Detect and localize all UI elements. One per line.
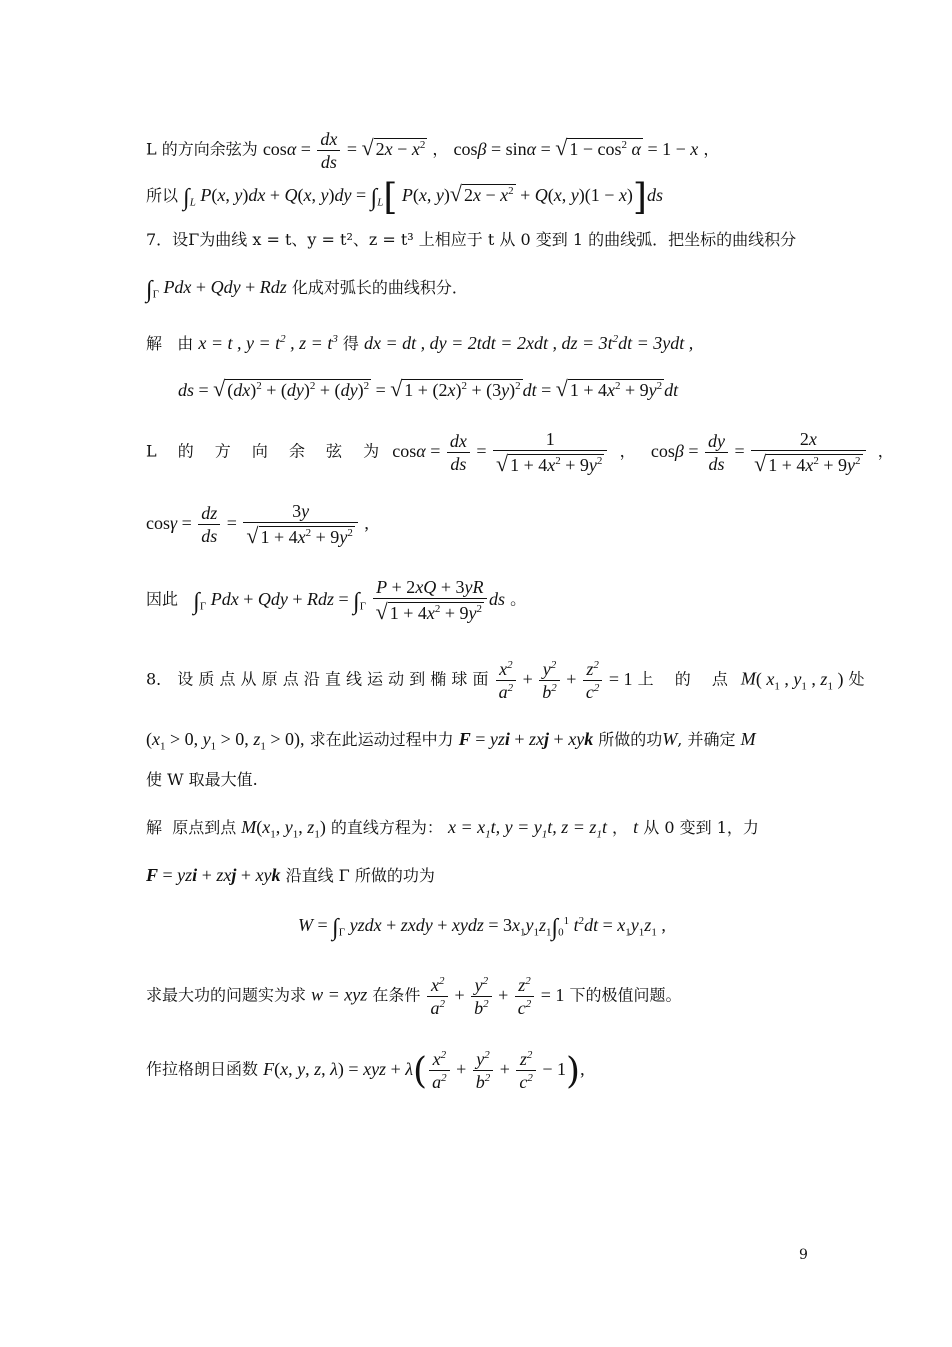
solution-7-cos-gamma xyxy=(146,502,369,547)
text-l16b: 在条件 xyxy=(372,985,421,1005)
formula-line-integral: $\int_L$ P(x, y)dx + Q(x, $y)dy = \int_L$[ P(x, y)√ $2x - x^2 + Q(x$, y)(1 − x)]ds xyxy=(183,177,663,218)
text-l11c: 并确定 xyxy=(687,730,736,749)
text-l10a: 8． 设 质 点 从 原 点 沿 直 线 运 动 到 椭 球 面 xyxy=(146,669,489,689)
problem-8-statement-2: ($x_1 > 0$, $y_1 > 0$, $z_1 > 0$), 求在此运动过程中力 F = yzi + zxj + xyk 所做的功W, 并确定 M xyxy=(146,729,756,753)
formula-positivity: ($x_1 > 0$, $y_1 > 0$, $z_1 > 0$), xyxy=(146,729,305,753)
text-l9a: 因此 xyxy=(146,589,179,609)
text-l5a: 解 xyxy=(146,334,163,353)
text-l10b: 上 的 点 xyxy=(637,669,736,689)
solution-8-force-work xyxy=(146,866,435,884)
formula-cos-beta-7: cosβ = $\frac{dy}{ds}$ = $\frac{2x}{√ 1 + 4x^2 + 9y^2}$ xyxy=(651,441,868,461)
formula-cos-alpha: cosα = $\frac{dx}{ds}$ = √ $2x - x^2$ xyxy=(262,129,426,172)
text-l13a: 解 xyxy=(146,818,163,837)
text-l7a: L 的 方 向 余 弦 为 xyxy=(146,441,388,461)
integral-conversion-line xyxy=(146,177,663,218)
formula-differentials: dx = dt , dy = 2tdt = 2xdt , dz = $3t^2dt = 3ydt$ , xyxy=(364,333,694,353)
solution-8-line-equation: 解 原点到点 $M(x_1$, $y_1$, $z_1$) 的直线方程为： $x = x_1t$, $y = y_1t$, $z = z_1t$ ， t 从 0 变到 1，力 xyxy=(146,817,759,841)
text-l17a: 作拉格朗日函数 xyxy=(146,1059,259,1079)
text-l16c: 下的极值问题。 xyxy=(569,985,682,1005)
text-l16a: 求最大功的问题实为求 xyxy=(146,985,307,1005)
problem-8-statement-3: 使 W 取最大值. xyxy=(146,770,258,789)
formula-param: x = t , $y = t^2$ , $z = t^3$ xyxy=(198,333,338,353)
formula-cos-alpha-7: cosα = $\frac{dx}{ds}$ = $\frac{1}{√ 1 + 4x^2 + 9y^2}$ xyxy=(392,441,609,461)
formula-work: $W = \int_\Gamma$ yzdx + zxdy + xydz = $3x_1y_1z_1\int_0^1$ $t^2dt = x_1y_1z_1$ , xyxy=(298,915,666,941)
formula-ellipsoid: $\frac{x^2}{a^2}$ + $\frac{y^2}{b^2}$ + $\frac{z^2}{c^2}$ = 1 xyxy=(494,669,633,689)
formula-result-7: $\int_\Gamma$ Pdx + Qdy + Rdz = $\int_\Gamma$ $\frac{P + 2xQ + 3yR}{√ 1 + 4x^2 + 9y^2}$ ds xyxy=(193,577,506,624)
text-l13d: 从 0 变到 1，力 xyxy=(643,818,759,837)
text-l1b: ， xyxy=(432,139,449,159)
direction-cosine-line-1 xyxy=(146,130,719,171)
problem-7-integral-line xyxy=(146,278,468,302)
formula-cos-beta: cosβ = sinα = √ $1 - \cos^2 \alpha = 1 - x$ xyxy=(453,134,699,160)
text-l1c: ， xyxy=(703,139,720,159)
text-l13c: 的直线方程为： xyxy=(330,818,443,837)
solution-7-direction-cosines: L 的 方 向 余 弦 为 cosα = $\frac{dx}{ds}$ = $\frac{1}{√ 1 + 4x^2 + 9y^2}$ ， cosβ = $\frac{dy}{ds}$ = $\frac{2x}{√ 1 + 4x^2 + 9y^2}$ ， xyxy=(146,429,894,476)
formula-w-xyz: w = xyz xyxy=(311,984,368,1005)
text-l5b: 由 xyxy=(177,334,194,353)
text-l11a: 求在此运动过程中力 xyxy=(309,730,454,749)
solution-8-extremum xyxy=(146,976,682,1017)
text-l13b: 原点到点 xyxy=(172,818,237,837)
text-l1a: L 的方向余弦为 xyxy=(146,139,258,159)
problem-7-statement: 7．设Γ为曲线 x = t、y = t²、z = t³ 上相应于 t 从 0 变到 1 的曲线弧．把坐标的曲线积分 xyxy=(146,230,797,249)
formula-lagrange: F(x, y, z, λ) = xyz + λ( $\frac{x^2}{a^2}$ + $\frac{y^2}{b^2}$ + $\frac{z^2}{c^2}$ − 1), xyxy=(263,1049,585,1092)
text-l9b: 。 xyxy=(510,589,527,609)
formula-point-m: M xyxy=(740,668,756,689)
text-l2a: 所以 xyxy=(146,186,179,205)
text-l4: 化成对弧长的曲线积分． xyxy=(291,278,468,297)
page-number: 9 xyxy=(799,1247,808,1263)
formula-force-2: F = yzi + zxj + xyk xyxy=(146,865,281,885)
text-l5c: 得 xyxy=(342,334,359,353)
problem-8-statement-1: 8． 设 质 点 从 原 点 沿 直 线 运 动 到 椭 球 面 $\frac{x^2}{a^2}$ + $\frac{y^2}{b^2}$ + $\frac{z^2}{c^2}$ = 1 上 的 点 M( $x_1$ , $y_1$ , $z_1$ ) 处 xyxy=(146,659,865,702)
formula-cos-gamma: cosγ = $\frac{dz}{ds}$ = $\frac{3y}{√ 1 + 4x^2 + 9y^2}$ , xyxy=(146,501,369,548)
formula-point-m-2: $M(x_1$, $y_1$, $z_1$) xyxy=(241,817,326,841)
formula-coordinate-integral: $\int_\Gamma$ Pdx + Qdy + Rdz xyxy=(146,277,287,303)
text-l10c: 处 xyxy=(848,669,865,689)
formula-constraint: $\frac{x^2}{a^2}$ + $\frac{y^2}{b^2}$ + $\frac{z^2}{c^2}$ = 1 xyxy=(425,985,564,1005)
text-l14: 沿直线 Γ 所做的功为 xyxy=(285,866,435,885)
formula-force: F = yzi + zxj + xyk xyxy=(458,729,594,749)
solution-7-result xyxy=(146,578,526,623)
solution-7-ds xyxy=(178,378,678,400)
solution-8-work-integral xyxy=(298,916,666,940)
solution-7-differentials xyxy=(146,334,693,352)
formula-line-param: $x = x_1t$, $y = y_1t$, $z = z_1t$ xyxy=(448,817,607,841)
text-l11b: 所做的功 xyxy=(598,730,663,749)
formula-ds: ds = √ (dx)$^2$ + (dy)$^2$ + (dy)$^2$ = √ $1 + (2x)^2 + (3y)^2$ dt = √ $1 + 4x^2 + 9y^2$ dt xyxy=(178,376,679,401)
solution-8-lagrange xyxy=(146,1050,585,1091)
